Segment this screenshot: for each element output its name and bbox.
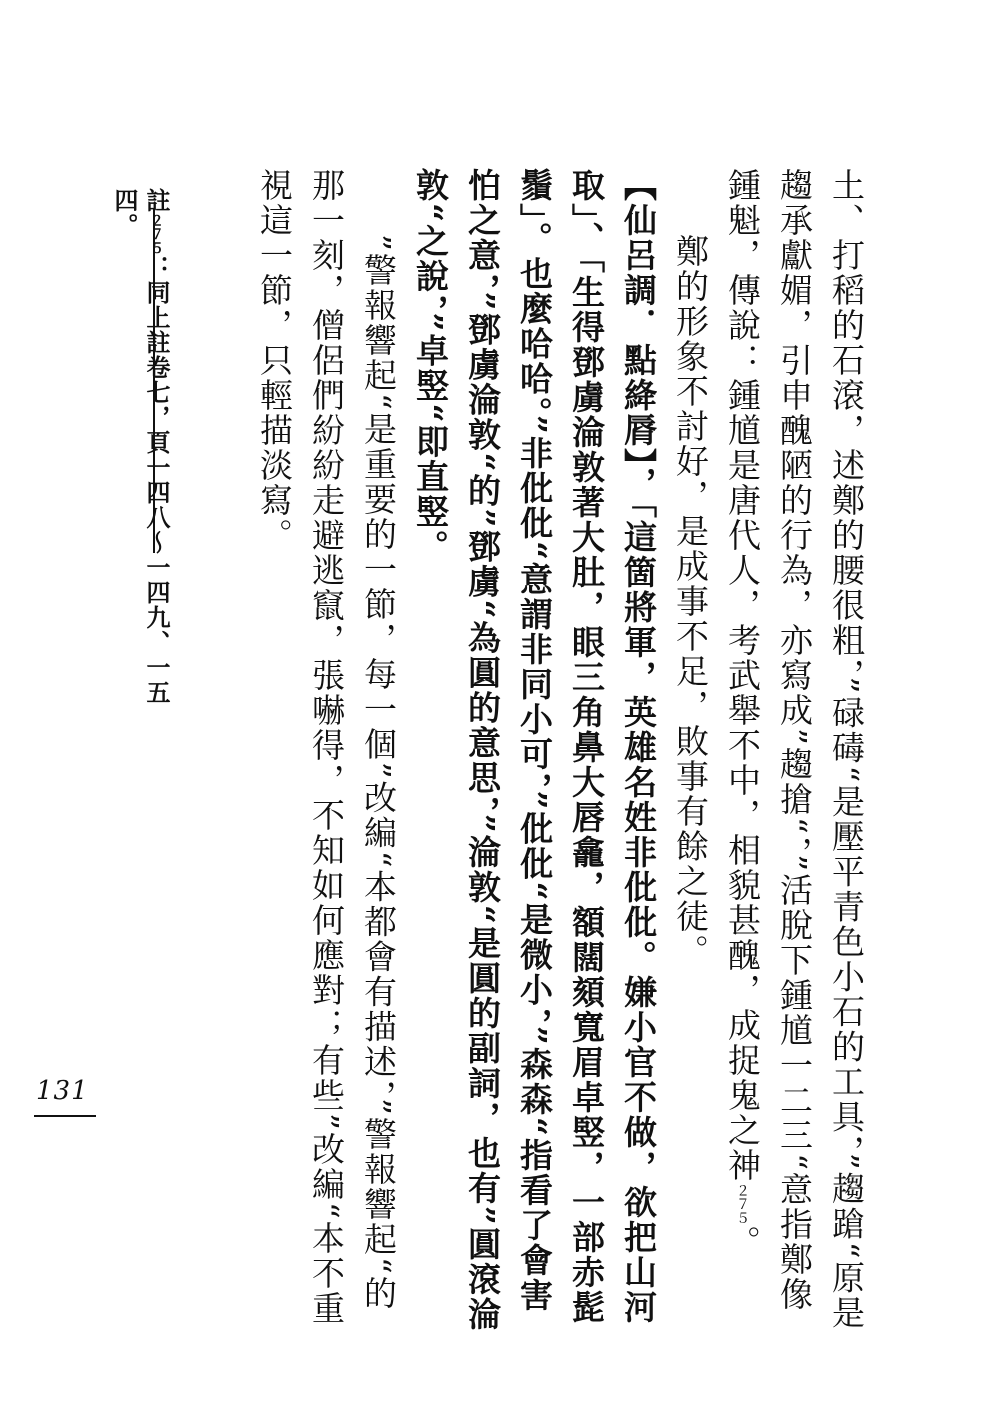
- page-number-underline: [34, 1115, 96, 1117]
- paragraph-xianlu-diao: 【仙呂調．點絳脣】，「這箇將軍，英雄名姓非仳仳。嫌小官不做，欲把山河取」、「生得鄧虜淪敦著大肚，眼三角鼻大唇龕，額闊頦寬眉卓竪，一部赤髭鬚」。也麼哈哈。”非仳仳“意謂非同小可，”仳仳“是微小，”森森“指看了會害怕之意，”鄧虜淪敦“的”鄧虜“為圓的意思，”淪敦“是圓的副詞，也有”圓滾淪敦“之說，”卓竪“即直竪。: [411, 168, 658, 1332]
- footnote-reference-275: ２７５: [734, 1183, 750, 1225]
- main-body-text: [152, 168, 872, 1343]
- footnote: [108, 188, 172, 748]
- paragraph-zhong-kui-end: 。: [723, 1225, 762, 1260]
- footnote-text: ：同上註卷七，頁一四八～一四九、一五四。: [110, 188, 171, 705]
- paragraph-zhong-kui: [716, 168, 872, 1343]
- paragraph-alarm-scene: ”警報響起“是重要的一節，每一個”改編“本都會有描述，”警報響起“的那一刻，僧侶們紛紛走避逃竄，張嚇得，不知如何應對；有些”改編“本不重視這一節，只輕描淡寫。: [255, 168, 398, 1326]
- footnote-number: ２７５: [148, 213, 164, 255]
- paragraph-zheng-image: 鄭的形象不討好，是成事不足，敗事有餘之徒。: [671, 234, 710, 969]
- paragraph-zhong-kui-text: 土、打稻的石滾，述鄭的腰很粗，”碌碡“是壓平青色小石的工具，”趨蹌“原是趨承獻媚，引申醜陋的行為，亦寫成”趨搶“，”活脫下鍾馗一二三“意指鄭像鍾魁，傳說：鍾馗是唐代人，考武舉不中，相貌甚醜，成捉鬼之神: [723, 168, 866, 1331]
- footnote-label: 註: [142, 188, 171, 213]
- page-number: 131: [36, 1076, 89, 1106]
